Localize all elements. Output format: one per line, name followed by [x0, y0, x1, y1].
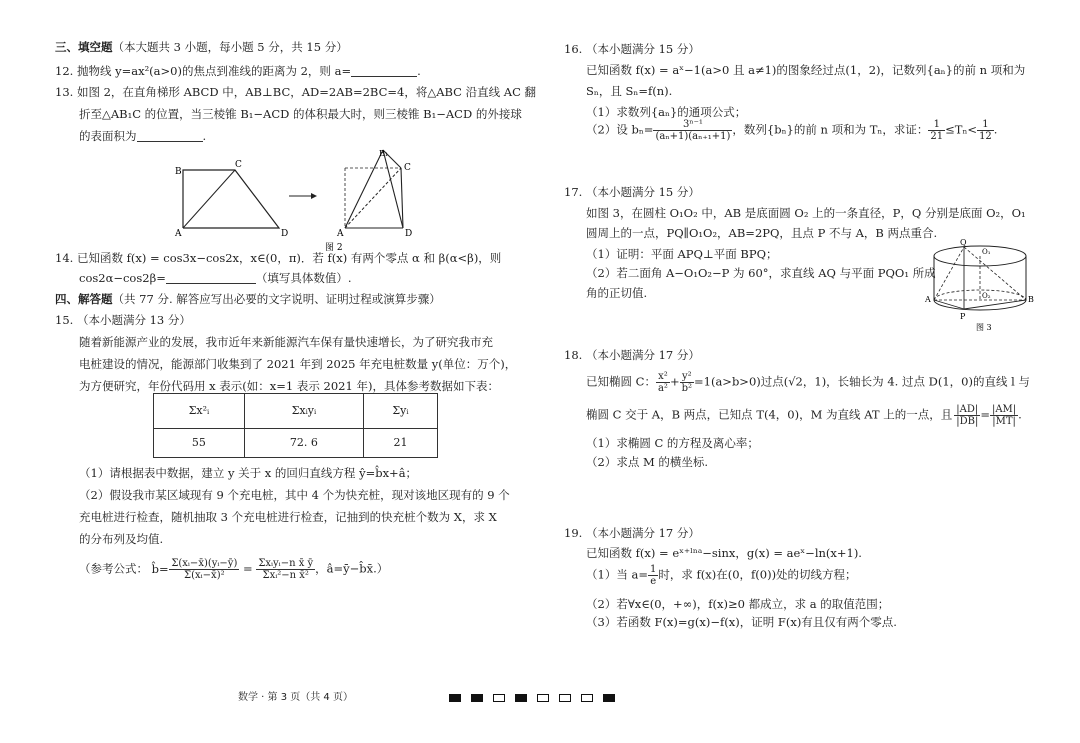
label-b: B [1028, 295, 1034, 304]
q12-text: 12. 抛物线 y=ax²(a>0)的焦点到准线的距离为 2，则 a= [55, 64, 352, 78]
q18-line1-suffix: =1(a>b>0)过点(√2，1)，长轴长为 4. 过点 D(1，0)的直线 l 与 [694, 374, 1030, 389]
figure-3-caption: 图 3 [976, 323, 992, 332]
page-footer: 数学 · 第 3 页（共 4 页） [238, 692, 353, 703]
marker-square [471, 694, 483, 702]
table-cell: 55 [154, 429, 245, 458]
section3-heading [55, 37, 348, 57]
q16-heading: 16. （本小题满分 15 分） [564, 42, 700, 56]
q15-line1: 随着新能源产业的发展，我市近年来新能源汽车保有量快速增长，为了研究我市充 [79, 335, 493, 349]
q18-line2: 椭圆 C 交于 A，B 两点，已知点 T(4，0)，M 为直线 AT 上的一点，且 $\frac{|AD|}{|DB|}$ = $\frac{|AM|}{|MT|}$ . [586, 404, 1022, 427]
q15-line2: 电桩建设的情况，能源部门收集到了 2021 年到 2025 年充电桩数量 y(单位：万个)， [79, 357, 517, 371]
figure-2-caption: 图 2 [325, 243, 343, 253]
q17-part1: （1）证明：平面 APQ⊥平面 BPQ； [586, 247, 778, 261]
bottom-ellipse-front [934, 300, 1026, 310]
q15-part2-line3: 的分布列及均值. [79, 532, 164, 546]
marker-square [581, 694, 593, 702]
q18-line1: 已知椭圆 C： $\frac{\text{x²}}{\text{a²}}$ + $\frac{\text{y²}}{\text{b²}}$ =1(a>b>0)过点(√2，1)，长轴长为 4. 过点 D(1，0)的直线 l 与 [586, 371, 1030, 394]
q15-part2-line1: （2）假设我市某区域现有 9 个充电桩，其中 4 个为快充桩，现对该地区现有的 9 个 [79, 488, 510, 502]
section4-title: 四、解答题 [55, 292, 113, 306]
q19-part1: （1）当 a= $\frac{1}{e}$ 时，求 f(x)在(0，f(0))处的切线方程； [586, 564, 857, 587]
q16-part2: （2）设 bₙ= $\frac{\text{3ⁿ⁻¹}}{\text{(aₙ+1)(aₙ₊₁+1)}}$ ，数列{bₙ}的前 n 项和为 Tₙ，求证： $\frac{1}{21}$ ≤Tₙ< $\frac{1}{12}$ . [586, 119, 998, 142]
segment-aq [934, 247, 964, 300]
table-cell: 72. 6 [244, 429, 363, 458]
q14-line2-text: cos2α−cos2β= [79, 271, 166, 285]
q17-heading: 17. （本小题满分 15 分） [564, 185, 700, 199]
q17-part2-line1: （2）若二面角 A−O₁O₂−P 为 60°，求直线 AQ 与平面 PQO₁ 所成 [586, 266, 936, 280]
q14-tail: （填写具体数值）. [255, 271, 352, 285]
q17-line2: 圆周上的一点，PQ∥O₁O₂，AB=2PQ，且点 P 不与 A，B 两点重合. [586, 226, 938, 240]
table-header-cell: Σx²ᵢ [154, 394, 245, 429]
edge-cd [401, 168, 403, 228]
q14-line1: 14. 已知函数 f(x) = cos3x−cos2x，x∈(0，π)．若 f(x) 有两个零点 α 和 β(α<β)，则 [55, 251, 502, 265]
page-marker-squares [449, 694, 615, 702]
table-header-cell: Σxᵢyᵢ [244, 394, 363, 429]
q18-line2-text: 椭圆 C 交于 A，B 两点，已知点 T(4，0)，M 为直线 AT 上的一点，且 [586, 407, 953, 422]
q16-fraction-lower: $\frac{1}{21}$ [930, 119, 944, 142]
q16-bn-numerator: 3ⁿ⁻¹ [653, 119, 732, 131]
q16-bn-fraction [653, 119, 732, 142]
figure-2 [173, 146, 423, 256]
table-header-row [154, 394, 438, 429]
q16-bn-denominator: (aₙ+1)(aₙ₊₁+1) [655, 131, 731, 142]
section3-note: （本大题共 3 小题，每小题 5 分，共 15 分） [112, 40, 348, 54]
ref-formula-tail: ，â=ȳ−b̂x̄.） [315, 561, 389, 576]
label-d2: D [405, 229, 413, 239]
answer-blank [137, 130, 203, 142]
q19-part3: （3）若函数 F(x)=g(x)−f(x)，证明 F(x)有且仅有两个零点. [586, 615, 897, 629]
q16-line2: Sₙ，且 Sₙ=f(n). [586, 84, 673, 98]
q16-part2-middle: ，数列{bₙ}的前 n 项和为 Tₙ，求证： [732, 122, 929, 137]
section3-title: 三、填空题 [55, 40, 113, 54]
data-table [153, 393, 438, 458]
q18-heading: 18. （本小题满分 17 分） [564, 348, 700, 362]
segment-pb [964, 300, 1026, 309]
label-a: A [925, 295, 931, 304]
label-d: D [281, 229, 289, 239]
marker-square [559, 694, 571, 702]
label-b1: B₁ [379, 149, 389, 158]
q17-line1: 如图 3，在圆柱 O₁O₂ 中，AB 是底面圆 O₂ 上的一条直径，P，Q 分别是底面 O₂，O₁ [586, 206, 1026, 220]
q13-line3-text: 的表面积为 [79, 129, 137, 143]
diagonal-ac [183, 170, 235, 228]
label-c2: C [404, 163, 411, 173]
q13-line2: 折至△AB₁C 的位置，当三棱锥 B₁−ACD 的体积最大时，则三棱锥 B₁−ACD 的外接球 [79, 107, 522, 121]
q16-part2-prefix: （2）设 bₙ= [586, 122, 654, 137]
reference-formula: （参考公式： b̂= $\frac{\text{Σ(xᵢ−x̄)(yᵢ−ȳ)}}{\text{Σ(xᵢ−x̄)²}}$ = $\frac{\text{Σxᵢyᵢ−n x̄ ȳ}}{\text{Σxᵢ²−n x̄²}}$ ，â=ȳ−b̂x̄.） [79, 558, 389, 581]
section4-heading [55, 289, 441, 309]
formula-fraction-2: $\frac{\text{Σxᵢyᵢ−n x̄ ȳ}}{\text{Σxᵢ²−n x̄²}}$ [258, 558, 314, 581]
q19-part1-prefix: （1）当 a= [586, 567, 648, 582]
edge-ac-dashed [345, 168, 401, 228]
arrow-head-icon [311, 193, 317, 199]
section4-note: （共 77 分. 解答应写出必要的文字说明、证明过程或演算步骤） [112, 292, 441, 306]
marker-square [515, 694, 527, 702]
q13-line3: 的表面积为 . [79, 129, 207, 143]
ref-formula-label: （参考公式： [79, 561, 148, 576]
q16-line1: 已知函数 f(x) = aˣ−1(a>0 且 a≠1)的图象经过点(1，2)，记数列{aₙ}的前 n 项和为 [586, 63, 1026, 77]
marker-square [449, 694, 461, 702]
label-o2: O₂ [982, 292, 991, 300]
q16-part1: （1）求数列{aₙ}的通项公式； [586, 105, 747, 119]
q19-heading: 19. （本小题满分 17 分） [564, 526, 700, 540]
q15-line3: 为方便研究，年份代码用 x 表示(如：x=1 表示 2021 年)，具体参考数据如下表： [79, 379, 499, 393]
q18-part2: （2）求点 M 的横坐标. [586, 455, 709, 469]
q15-part2-line2: 充电桩进行检查，随机抽取 3 个充电桩进行检查，记抽到的快充桩个数为 X，求 X [79, 510, 497, 524]
formula-fraction-1: $\frac{\text{Σ(xᵢ−x̄)(yᵢ−ȳ)}}{\text{Σ(xᵢ−x̄)²}}$ [171, 558, 238, 581]
table-header-cell: Σyᵢ [364, 394, 438, 429]
label-q: Q [960, 238, 967, 247]
q18-line1-prefix: 已知椭圆 C： [586, 374, 656, 389]
answer-blank [166, 272, 256, 284]
marker-square [537, 694, 549, 702]
trapezoid-abcd [183, 170, 279, 228]
q15-part1: （1）请根据表中数据，建立 y 关于 x 的回归直线方程 ŷ=b̂x+â； [79, 466, 418, 480]
edge-ab1 [345, 150, 383, 228]
table-row [154, 429, 438, 458]
q14-line2 [79, 268, 352, 288]
q13-line1: 13. 如图 2，在直角梯形 ABCD 中，AB⊥BC，AD=2AB=2BC=4，将△ABC 沿直线 AC 翻 [55, 85, 537, 99]
q17-part2-line2: 角的正切值. [586, 286, 648, 300]
label-a: A [175, 229, 182, 239]
table-cell: 21 [364, 429, 438, 458]
marker-square [493, 694, 505, 702]
segment-qb [964, 247, 1026, 300]
answer-blank [351, 65, 417, 77]
label-o1: O₁ [982, 248, 991, 256]
q16-fraction-upper: $\frac{1}{12}$ [979, 119, 992, 142]
q16-part2-ineq: ≤Tₙ< [945, 122, 978, 137]
q15-heading: 15. （本小题满分 13 分） [55, 313, 191, 327]
marker-square [603, 694, 615, 702]
question-12: 12. 抛物线 y=ax²(a>0)的焦点到准线的距离为 2，则 a= . [55, 64, 421, 78]
q18-part1: （1）求椭圆 C 的方程及离心率； [586, 436, 759, 450]
label-p: P [960, 312, 966, 321]
q19-part2: （2）若∀x∈(0，+∞)，f(x)≥0 都成立，求 a 的取值范围； [586, 597, 890, 611]
edge-b1d [383, 150, 403, 228]
label-b: B [175, 167, 182, 177]
q19-part1-suffix: 时，求 f(x)在(0，f(0))处的切线方程； [658, 567, 857, 582]
figure-3 [924, 238, 1034, 334]
label-a2: A [337, 229, 344, 239]
q19-line1: 已知函数 f(x) = eˣ⁺ˡⁿᵃ−sinx，g(x) = aeˣ−ln(x+1). [586, 546, 862, 560]
label-c: C [235, 160, 242, 170]
